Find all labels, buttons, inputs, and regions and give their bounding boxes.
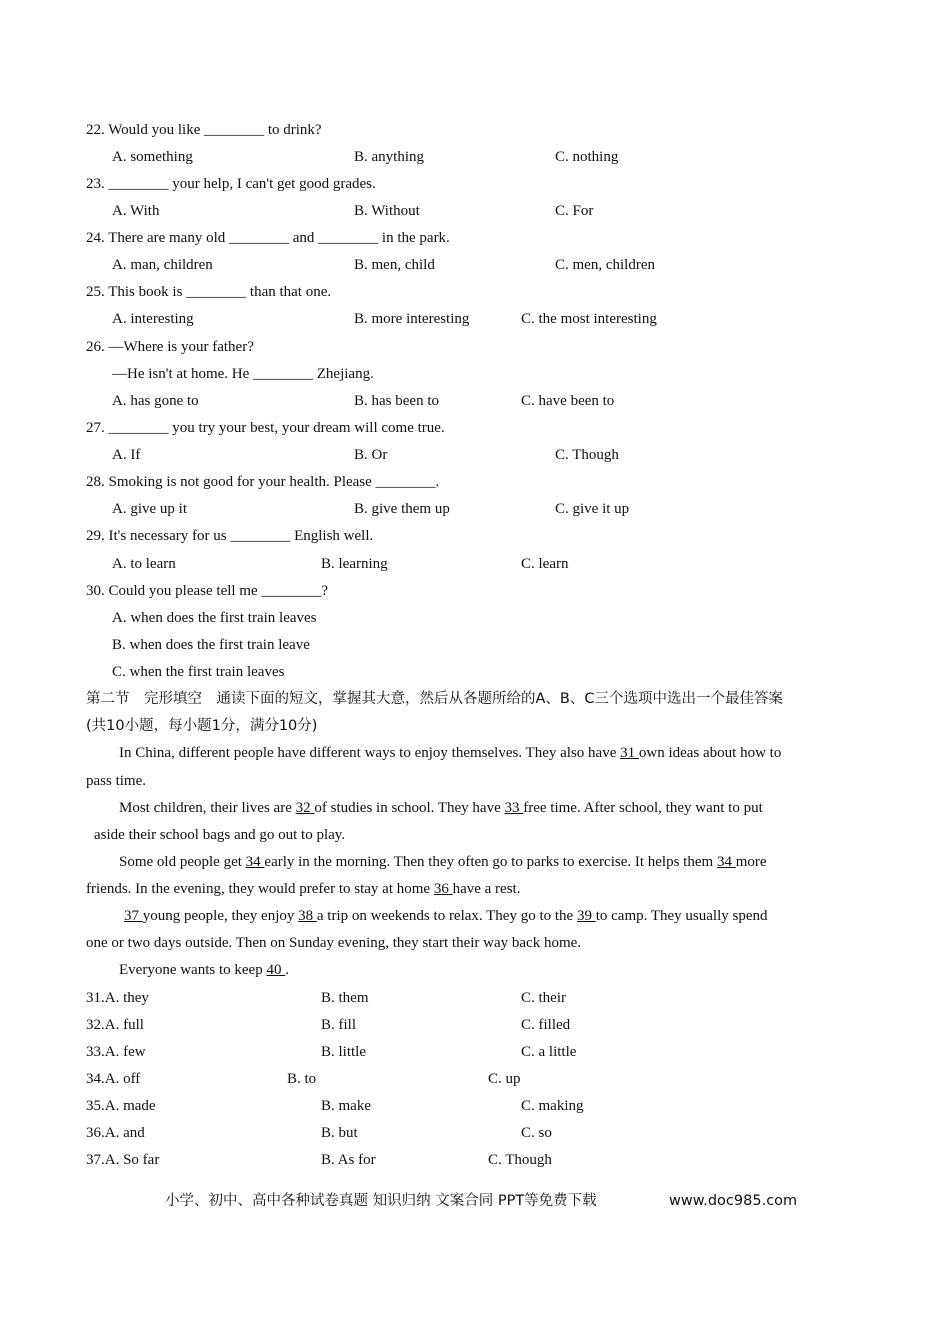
q25-option-b: B. more interesting: [354, 311, 470, 327]
passage-line-1: [119, 744, 781, 762]
footer-text: 小学、初中、高中各种试卷真题 知识归纳 文案合同 PPT等免费下载: [165, 1193, 597, 1209]
answer-32-b: B. fill: [321, 1017, 357, 1033]
answer-32-c: C. filled: [521, 1017, 571, 1033]
blank-33: 33: [504, 800, 524, 816]
section-subtitle: (共10小题，每小题1分，满分10分): [86, 718, 318, 734]
question-27-stem: 27. ________ you try your best, your dream will come true.: [86, 420, 445, 436]
answer-32-a: 32.A. full: [86, 1017, 144, 1033]
answer-35-c: C. making: [521, 1098, 584, 1114]
answer-31-c: C. their: [521, 990, 566, 1006]
passage-line-4: aside their school bags and go out to play.: [94, 827, 346, 843]
question-22-stem: 22. Would you like ________ to drink?: [86, 122, 322, 138]
answer-33-a: 33.A. few: [86, 1044, 146, 1060]
q23-option-a: A. With: [112, 203, 160, 219]
passage-text: Most children, their lives are: [119, 800, 296, 816]
passage-text: Some old people get: [119, 854, 246, 870]
q26-option-b: B. has been to: [354, 393, 439, 409]
blank-36: 36: [433, 881, 453, 897]
question-24-stem: 24. There are many old ________ and ________ in the park.: [86, 230, 450, 246]
q22-option-c: C. nothing: [555, 149, 619, 165]
question-28-stem: 28. Smoking is not good for your health. Please ________.: [86, 474, 440, 490]
blank-34b: 34: [716, 854, 736, 870]
passage-text: free time. After school, they want to put: [523, 800, 763, 816]
q28-option-c: C. give it up: [555, 501, 630, 517]
answer-37-a: 37.A. So far: [86, 1152, 160, 1168]
q29-option-c: C. learn: [521, 556, 569, 572]
q27-option-a: A. If: [112, 447, 141, 463]
q30-option-b: B. when does the first train leave: [112, 637, 310, 653]
passage-text: of studies in school. They have: [314, 800, 505, 816]
answer-35-b: B. make: [321, 1098, 371, 1114]
q29-option-b: B. learning: [321, 556, 388, 572]
blank-34a: 34: [245, 854, 265, 870]
q26-option-a: A. has gone to: [112, 393, 199, 409]
q22-option-a: A. something: [112, 149, 193, 165]
answer-37-b: B. As for: [321, 1152, 376, 1168]
q23-option-c: C. For: [555, 203, 594, 219]
passage-line-9: [119, 961, 289, 979]
blank-31: 31: [620, 745, 639, 761]
q25-option-a: A. interesting: [112, 311, 194, 327]
blank-38: 38: [298, 908, 317, 924]
q28-option-b: B. give them up: [354, 501, 450, 517]
q24-option-b: B. men, child: [354, 257, 435, 273]
passage-text: Everyone wants to keep: [119, 962, 267, 978]
blank-32: 32: [295, 800, 315, 816]
answer-31-b: B. them: [321, 990, 369, 1006]
passage-text: early in the morning. Then they often go to parks to exercise. It helps them: [264, 854, 717, 870]
passage-text: .: [285, 962, 289, 978]
q26-option-c: C. have been to: [521, 393, 615, 409]
answer-36-c: C. so: [521, 1125, 552, 1141]
passage-line-3: [119, 799, 763, 817]
q23-option-b: B. Without: [354, 203, 420, 219]
answer-36-b: B. but: [321, 1125, 358, 1141]
footer-url[interactable]: www.doc985.com: [669, 1193, 798, 1209]
question-26-stem: 26. —Where is your father?: [86, 339, 254, 355]
passage-line-5: [119, 853, 767, 871]
question-29-stem: 29. It's necessary for us ________ English well.: [86, 528, 374, 544]
passage-text: own ideas about how to: [638, 745, 782, 761]
passage-line-2: pass time.: [86, 773, 146, 789]
q29-option-a: A. to learn: [112, 556, 176, 572]
passage-text: have a rest.: [452, 881, 521, 897]
q30-option-c: C. when the first train leaves: [112, 664, 285, 680]
answer-36-a: 36.A. and: [86, 1125, 145, 1141]
passage-line-6: [86, 880, 520, 898]
passage-text: friends. In the evening, they would prefer to stay at home: [86, 881, 434, 897]
answer-34-a: 34.A. off: [86, 1071, 141, 1087]
question-23-stem: 23. ________ your help, I can't get good grades.: [86, 176, 376, 192]
answer-37-c: C. Though: [488, 1152, 552, 1168]
q24-option-a: A. man, children: [112, 257, 213, 273]
q24-option-c: C. men, children: [555, 257, 655, 273]
q27-option-b: B. Or: [354, 447, 388, 463]
passage-text: a trip on weekends to relax. They go to the: [316, 908, 577, 924]
passage-line-8: one or two days outside. Then on Sunday evening, they start their way back home.: [86, 935, 582, 951]
passage-text: more: [735, 854, 767, 870]
blank-37: 37: [124, 908, 143, 924]
passage-line-7: [124, 907, 768, 925]
passage-text: young people, they enjoy: [142, 908, 299, 924]
answer-34-c: C. up: [488, 1071, 521, 1087]
section-title: 第二节 完形填空 通读下面的短文，掌握其大意，然后从各题所给的A、B、C三个选项中选出一个最佳答案: [86, 691, 783, 707]
q25-option-c: C. the most interesting: [521, 311, 657, 327]
answer-31-a: 31.A. they: [86, 990, 149, 1006]
answer-33-b: B. little: [321, 1044, 366, 1060]
q30-option-a: A. when does the first train leaves: [112, 610, 317, 626]
passage-text: In China, different people have different ways to enjoy themselves. They also have: [119, 745, 621, 761]
q27-option-c: C. Though: [555, 447, 619, 463]
q28-option-a: A. give up it: [112, 501, 187, 517]
answer-35-a: 35.A. made: [86, 1098, 156, 1114]
question-30-stem: 30. Could you please tell me ________?: [86, 583, 329, 599]
blank-40: 40: [266, 962, 286, 978]
question-25-stem: 25. This book is ________ than that one.: [86, 284, 332, 300]
q22-option-b: B. anything: [354, 149, 424, 165]
question-26-stem-reply: —He isn't at home. He ________ Zhejiang.: [112, 366, 374, 382]
answer-33-c: C. a little: [521, 1044, 577, 1060]
passage-text: to camp. They usually spend: [595, 908, 768, 924]
blank-39: 39: [576, 908, 596, 924]
answer-34-b: B. to: [287, 1071, 317, 1087]
